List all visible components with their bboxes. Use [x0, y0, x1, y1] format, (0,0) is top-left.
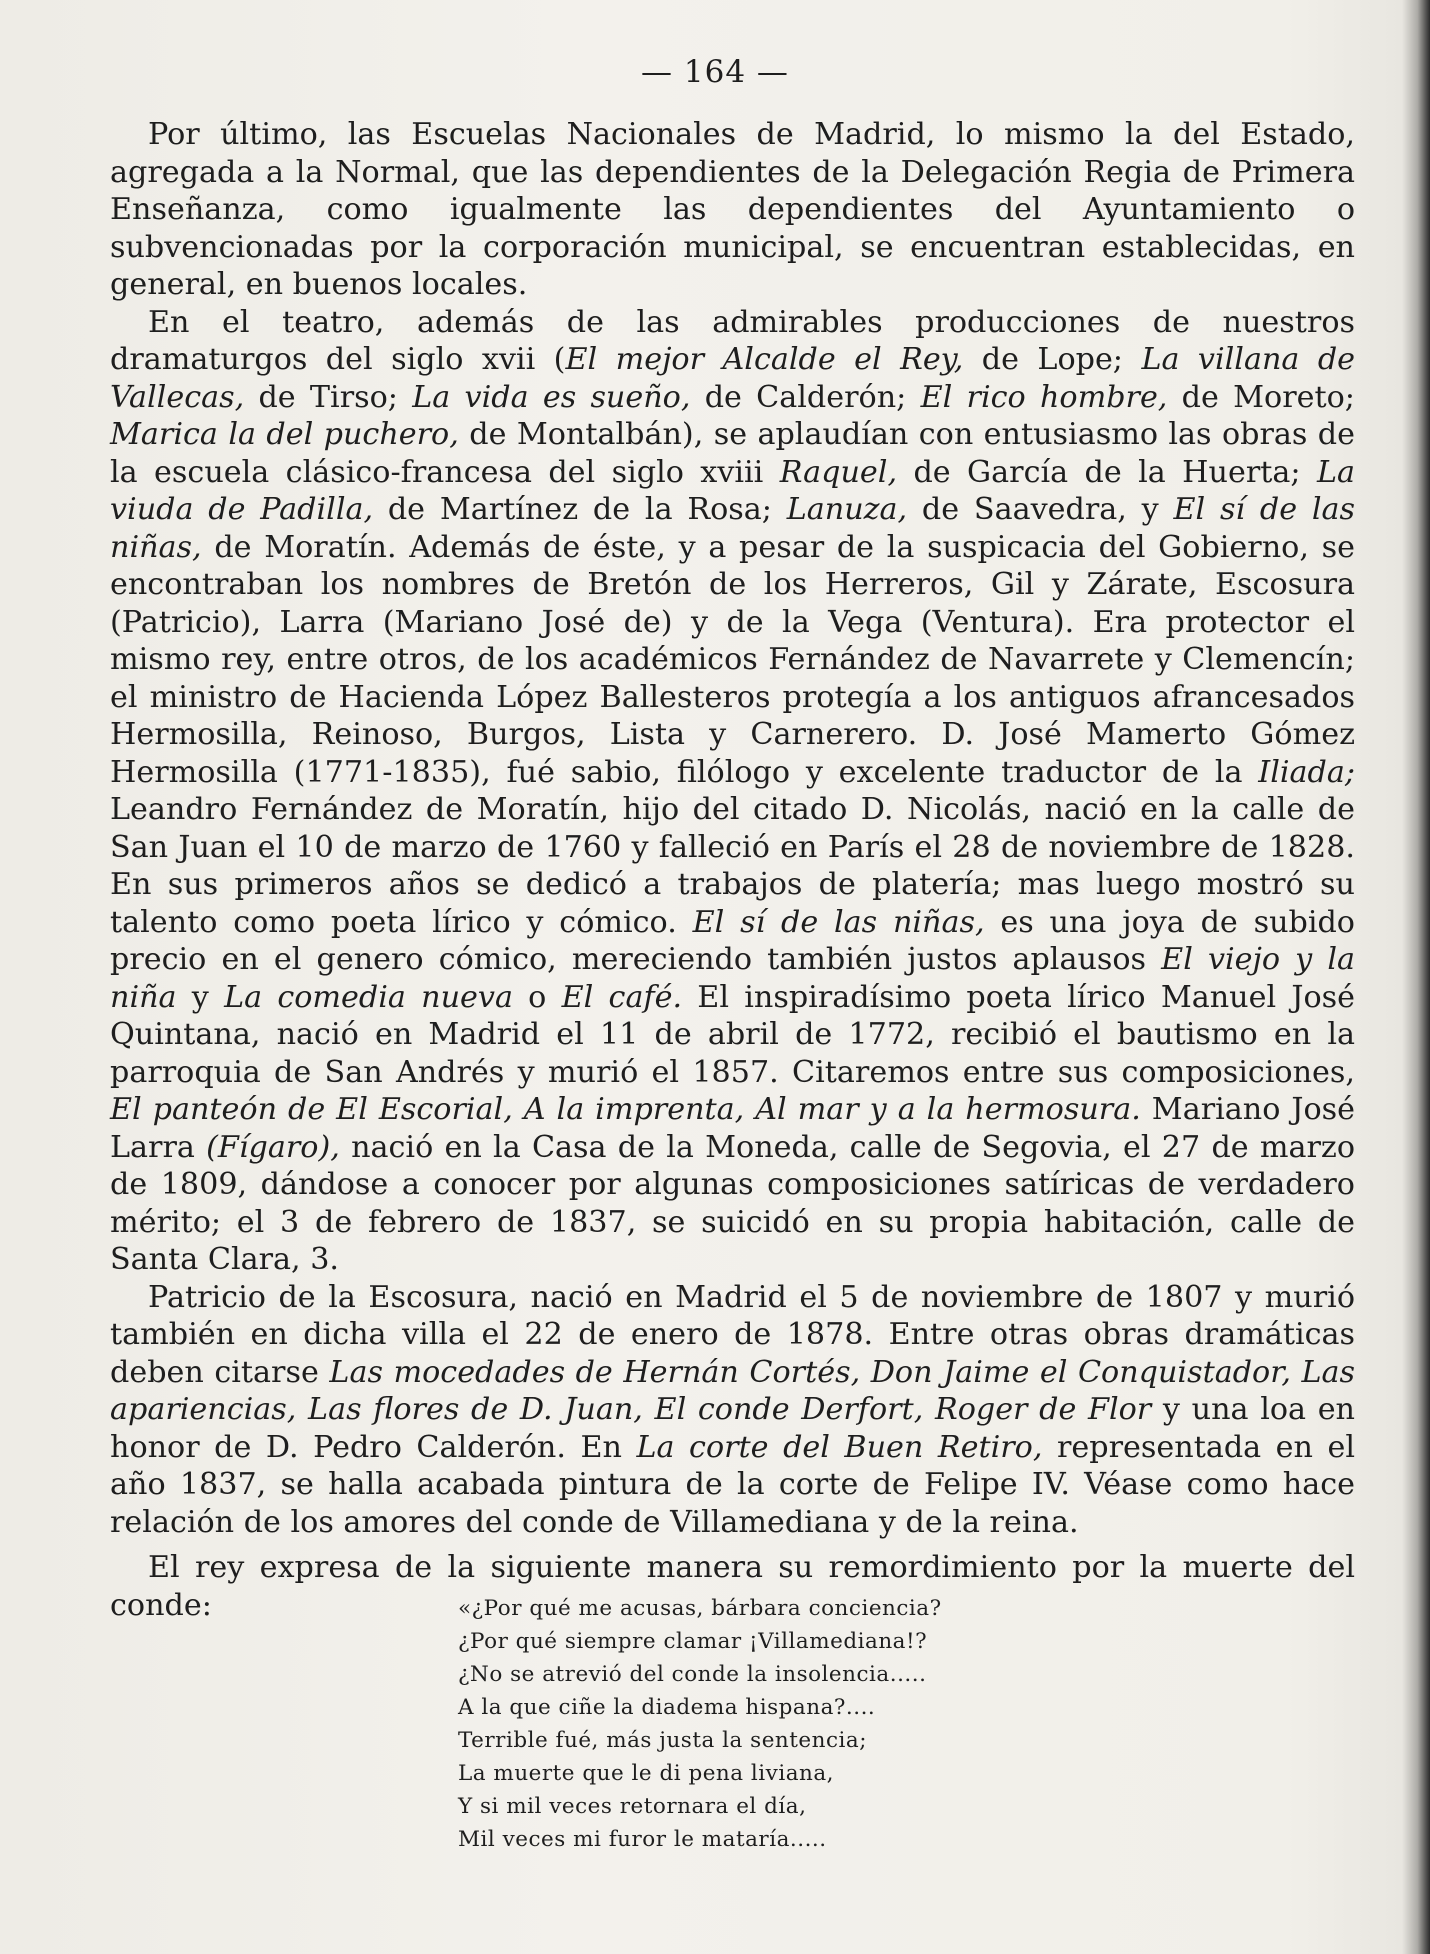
italic-title: El café.: [561, 979, 683, 1015]
italic-title: Lanuza,: [786, 492, 908, 527]
italic-title: La viuda de Padilla,: [110, 454, 1355, 527]
text-run: de Calderón;: [690, 379, 921, 415]
italic-title: La comedia nueva: [224, 979, 513, 1015]
text-run: de Montalbán), se aplaudían con entusiasmo las obras de la escuela clásico-francesa del siglo xviii: [110, 417, 1355, 490]
italic-title: Raquel,: [779, 454, 898, 490]
italic-title: La vida es sueño,: [412, 379, 691, 415]
verse-line: Y si mil veces retornara el día,: [458, 1794, 807, 1819]
text-run: de García de la Huerta;: [897, 454, 1317, 490]
italic-title: La villana de Vallecas,: [110, 342, 1356, 415]
text-run: y una loa en honor de D. Pedro Calderón. En: [110, 1392, 1356, 1465]
body-text: [110, 116, 1355, 1624]
text-run: El inspiradísimo poeta lírico Manuel José Quintana, nació en Madrid el 11 de abril de 1772, recibió el bautismo en la parroquia de San Andrés y murió el 1857. Citaremos entre sus composiciones,: [110, 979, 1356, 1090]
italic-title: El viejo y la niña: [110, 942, 1355, 1015]
italic-title: El panteón de El Escorial, A la imprenta, Al mar y a la hermosura.: [110, 1092, 1141, 1127]
text-run: de Moreto;: [1167, 379, 1355, 415]
verse-quote: [458, 1592, 942, 1856]
text-run: Leandro Fernández de Moratín, hijo del citado D. Nicolás, nació en la calle de San Juan el 10 de marzo de 1760 y falleció en París el 28 de noviembre de 1828. En sus primeros años se dedicó a trabajos de platería; mas luego mostró su talento como poeta lírico y cómico.: [110, 792, 1355, 940]
page-number: — 164 —: [641, 54, 789, 90]
italic-title: El mejor Alcalde el Rey,: [565, 342, 964, 377]
text-run: Mariano José Larra: [110, 1092, 1356, 1165]
verse-line: ¿Por qué siempre clamar ¡Villamediana!?: [458, 1629, 928, 1654]
text-run: El rey expresa de la siguiente manera su remordimiento por la muerte del conde:: [110, 1550, 1355, 1623]
italic-title: (Fígaro),: [206, 1129, 340, 1165]
text-run: nació en la Casa de la Moneda, calle de Segovia, el 27 de marzo de 1809, dándose a conocer por algunas composiciones satíricas de verdadero mérito; el 3 de febrero de 1837, se suicidó en su propia habitación, calle de Santa Clara, 3.: [110, 1129, 1356, 1277]
text-run: es una joya de subido precio en el genero cómico, mereciendo también justos aplausos: [110, 904, 1355, 977]
italic-title: El sí de las niñas,: [110, 492, 1355, 565]
verse-line: «¿Por qué me acusas, bárbara conciencia?: [458, 1596, 942, 1621]
paragraph-schools: [110, 116, 1355, 304]
verse-line: ¿No se atrevió del conde la insolencia.....: [458, 1662, 927, 1687]
text-run: Patricio de la Escosura, nació en Madrid el 5 de noviembre de 1807 y murió también en dicha villa el 22 de enero de 1878. Entre otras obras dramáticas deben citarse: [110, 1279, 1355, 1390]
text-run: o: [512, 979, 562, 1015]
text-run: y: [176, 979, 225, 1015]
italic-title: Iliada;: [1258, 754, 1355, 790]
paragraph-escosura: [110, 1279, 1355, 1542]
page-edge-shadow: [1402, 0, 1430, 1954]
verse-line: Mil veces mi furor le mataría.....: [458, 1827, 827, 1852]
italic-title: Las mocedades de Hernán Cortés, Don Jaime el Conquistador, Las apariencias, Las flores de D. Juan, El conde Derfort, Roger de Flor: [110, 1354, 1356, 1427]
italic-title: El sí de las niñas,: [692, 904, 985, 940]
text-run: Por último, las Escuelas Nacionales de Madrid, lo mismo la del Estado, agregada a la Normal, que las dependientes de la Delegación Regia de Primera Enseñanza, como igualmente las dependientes del Ayuntamiento o subvencionadas por la corporación municipal, se encuentran establecidas, en general, en buenos locales.: [110, 117, 1355, 302]
verse-line: Terrible fué, más justa la sentencia;: [458, 1728, 867, 1753]
italic-title: El rico hombre,: [920, 379, 1168, 415]
paragraph-theatre: [110, 304, 1355, 1279]
verse-line: A la que ciñe la diadema hispana?....: [458, 1695, 876, 1720]
verse-line: La muerte que le di pena liviana,: [458, 1761, 835, 1786]
text-run: En el teatro, además de las admirables producciones de nuestros dramaturgos del siglo xvii (: [110, 304, 1355, 377]
text-run: representada en el año 1837, se halla acabada pintura de la corte de Felipe IV. Véase como hace relación de los amores del conde de Villamediana y de la reina.: [110, 1429, 1356, 1540]
text-run: de Martínez de la Rosa;: [373, 492, 787, 527]
text-run: de Moratín. Además de éste, y a pesar de la suspicacia del Gobierno, se encontraban los nombres de Bretón de los Herreros, Gil y Zárate, Escosura (Patricio), Larra (Mariano José de) y de la Vega (Ventura). Era protector el mismo rey, entre otros, de los académicos Fernández de Navarrete y Clemencín; el ministro de Hacienda López Ballesteros protegía a los antiguos afrancesados Hermosilla, Reinoso, Burgos, Lista y Carnerero. D. José Mamerto Gómez Hermosilla (1771-1835), fué sabio, filólogo y excelente traductor de la: [110, 529, 1355, 790]
italic-title: Marica la del puchero,: [110, 417, 459, 452]
text-run: de Tirso;: [244, 379, 413, 415]
text-run: de Saavedra, y: [907, 492, 1174, 527]
text-run: de Lope;: [963, 342, 1142, 377]
italic-title: La corte del Buen Retiro,: [636, 1429, 1043, 1465]
